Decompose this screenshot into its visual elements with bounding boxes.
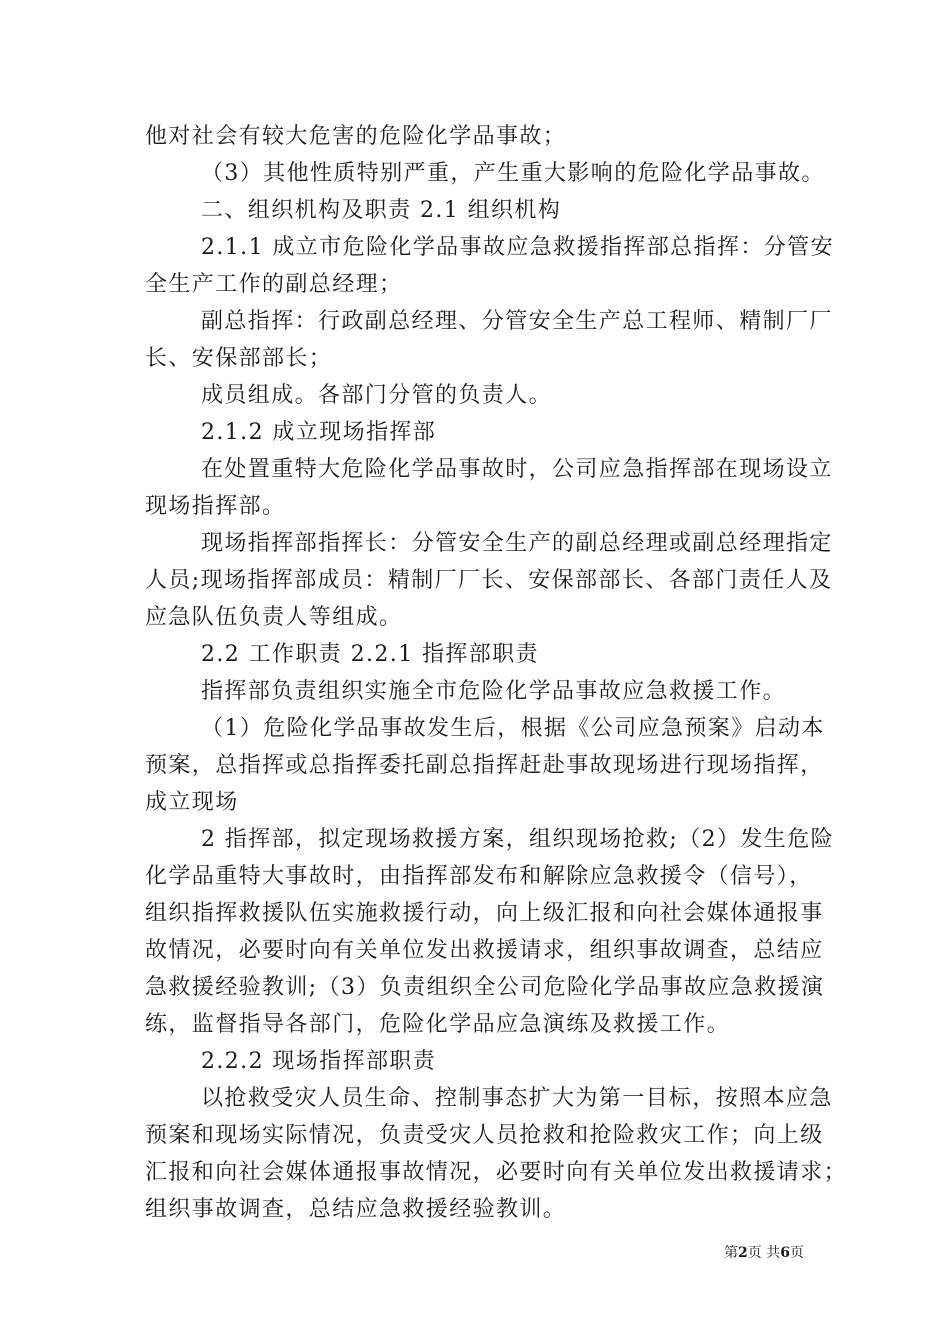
text-line: 组织事故调查，总结应急救援经验教训。 <box>145 1197 567 1222</box>
text-line: 组织指挥救援队伍实施救援行动，向上级汇报和向社会媒体通报事 <box>145 901 824 926</box>
text-line: 2.1.1 成立市危险化学品事故应急救援指挥部总指挥：分管安 <box>201 235 834 260</box>
text-line: 指挥部负责组织实施全市危险化学品事故应急救援工作。 <box>201 679 787 704</box>
text-line: 成员组成。各部门分管的负责人。 <box>201 383 553 408</box>
text-line: 预案和现场实际情况，负责受灾人员抢救和抢险救灾工作；向上级 <box>145 1123 824 1148</box>
section-heading: 2.2.2 现场指挥部职责 <box>201 1049 437 1074</box>
page-number-footer <box>724 1244 804 1262</box>
text-line: 汇报和向社会媒体通报事故情况，必要时向有关单位发出救援请求； <box>145 1160 848 1185</box>
text-line: 现场指挥部指挥长：分管安全生产的副总经理或副总经理指定 <box>201 531 833 556</box>
text-line: 2 指挥部，拟定现场救援方案，组织现场抢救;（2）发生危险 <box>201 827 835 852</box>
footer-middle: 页 共 <box>747 1245 781 1261</box>
text-line: 以抢救受灾人员生命、控制事态扩大为第一目标，按照本应急 <box>201 1086 833 1111</box>
text-line: （1）危险化学品事故发生后，根据《公司应急预案》启动本 <box>201 716 825 741</box>
text-line: 故情况，必要时向有关单位发出救援请求，组织事故调查，总结应 <box>145 938 824 963</box>
text-line: 人员;现场指挥部成员：精制厂厂长、安保部部长、各部门责任人及 <box>145 568 833 593</box>
total-pages-number: 6 <box>780 1245 790 1261</box>
text-line: 他对社会有较大危害的危险化学品事故； <box>145 124 567 149</box>
footer-suffix: 页 <box>789 1245 804 1261</box>
section-heading: 二、组织机构及职责 2.1 组织机构 <box>201 198 562 223</box>
text-line: 全生产工作的副总经理； <box>145 272 403 297</box>
text-line: 急救援经验教训;（3）负责组织全公司危险化学品事故应急救援演 <box>145 975 825 1000</box>
text-line: 练，监督指导各部门，危险化学品应急演练及救援工作。 <box>145 1012 731 1037</box>
section-heading: 2.1.2 成立现场指挥部 <box>201 420 437 445</box>
text-line: 化学品重特大事故时，由指挥部发布和解除应急救援令（信号）， <box>145 864 813 889</box>
current-page-number: 2 <box>738 1245 748 1261</box>
text-line: 副总指挥：行政副总经理、分管安全生产总工程师、精制厂厂 <box>201 309 833 334</box>
section-heading: 2.2 工作职责 2.2.1 指挥部职责 <box>201 642 539 667</box>
text-line: 成立现场 <box>145 790 239 815</box>
text-line: （3）其他性质特别严重，产生重大影响的危险化学品事故。 <box>201 161 825 186</box>
text-line: 长、安保部部长； <box>145 346 333 371</box>
text-line: 预案，总指挥或总指挥委托副总指挥赶赴事故现场进行现场指挥， <box>145 753 824 778</box>
footer-prefix: 第 <box>724 1245 738 1261</box>
text-line: 在处置重特大危险化学品事故时，公司应急指挥部在现场设立 <box>201 457 833 482</box>
text-line: 应急队伍负责人等组成。 <box>145 605 403 630</box>
text-line: 现场指挥部。 <box>145 494 286 519</box>
